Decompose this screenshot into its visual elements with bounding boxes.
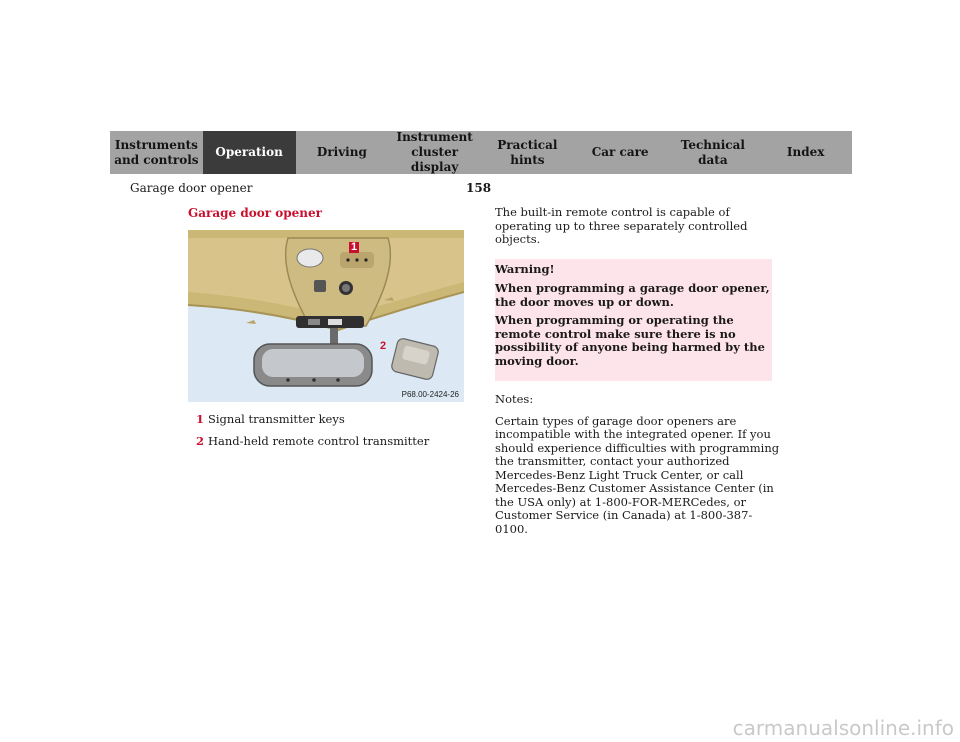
tab-label: Operation xyxy=(215,145,283,159)
tab-instrument-cluster-display[interactable] xyxy=(388,131,481,174)
legend-number: 1 xyxy=(196,412,205,426)
overhead-console-drawing xyxy=(188,230,464,402)
intro-paragraph: The built-in remote control is capable of operating up to three separately controlled objects. xyxy=(495,205,748,246)
tab-label: Index xyxy=(786,145,825,159)
notes-paragraph: Certain types of garage door openers are incompatible with the integrated opener. If you should experience difficulties with programming the transmitter, contact your authorized Mercedes-Benz Light Truck Center, or call Mercedes-Benz Customer Assistance Center (in the USA only) at 1-800-FOR-MERCedes, or Customer Service (in Canada) at 1-800-387-0100. xyxy=(495,413,780,536)
figure-code: P68.00-2424-26 xyxy=(401,390,459,399)
tab-index[interactable] xyxy=(759,131,852,174)
tab-driving[interactable] xyxy=(296,131,389,174)
tab-operation[interactable] xyxy=(203,131,296,174)
legend-item xyxy=(196,434,429,448)
notes-heading: Notes: xyxy=(495,392,534,406)
tab-instruments-and-controls[interactable] xyxy=(110,131,203,174)
tab-technical-data[interactable] xyxy=(667,131,760,174)
tab-practical-hints[interactable] xyxy=(481,131,574,174)
warning-box xyxy=(495,259,772,382)
warning-text: When programming or operating the remote control make sure there is no possibility of anyone being harmed by the moving door. xyxy=(495,313,765,368)
watermark: carmanualsonline.info xyxy=(732,716,954,740)
figure-legend xyxy=(196,412,429,456)
section-tabs xyxy=(110,131,852,174)
section-heading: Garage door opener xyxy=(188,206,322,220)
tab-label: Instruments and controls xyxy=(114,137,199,167)
tab-label: Car care xyxy=(591,145,649,159)
tab-car-care[interactable] xyxy=(574,131,667,174)
legend-text: Hand-held remote control transmitter xyxy=(208,434,430,448)
page-title: Garage door opener xyxy=(130,181,253,195)
tab-label: Technical data xyxy=(680,137,745,167)
callout-1: 1 xyxy=(351,241,358,253)
warning-title: Warning! xyxy=(495,261,555,276)
garage-door-opener-illustration xyxy=(188,230,464,402)
tab-label: Driving xyxy=(316,145,367,159)
page-number: 158 xyxy=(466,181,492,195)
right-column xyxy=(495,206,780,536)
callout-2: 2 xyxy=(380,340,387,352)
legend-text: Signal transmitter keys xyxy=(208,412,345,426)
warning-text: When programming a garage door opener, the door moves up or down. xyxy=(495,281,770,309)
legend-number: 2 xyxy=(196,434,205,448)
tab-label: Practical hints xyxy=(497,137,558,167)
legend-item xyxy=(196,412,429,426)
tab-label: Instrument cluster display xyxy=(396,130,473,174)
